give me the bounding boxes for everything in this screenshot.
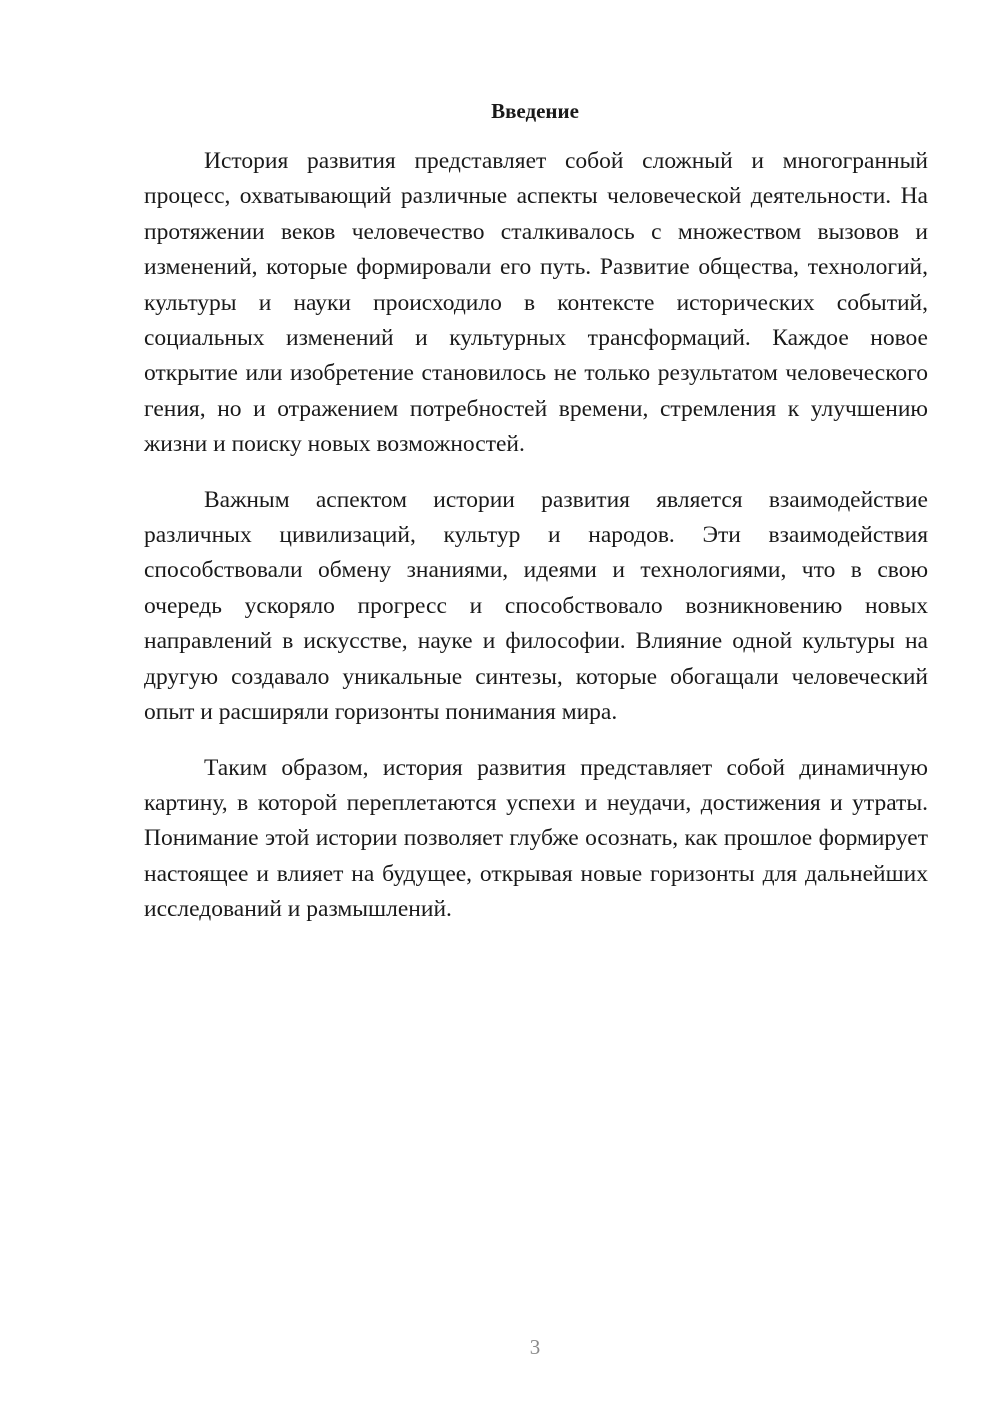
- paragraph-3: Таким образом, история развития представляет собой динамичную картину, в которой переплетаются успехи и неудачи, достижения и утраты. Понимание этой истории позволяет глубже осознать, как прошлое формирует настоящее и влияет на будущее, открывая новые горизонты для дальнейших исследований и размышлений.: [144, 754, 928, 923]
- paragraph-2: Важным аспектом истории развития является взаимодействие различных цивилизаций, культур и народов. Эти взаимодействия способствовали обмену знаниями, идеями и технологиями, что в свою очередь ускоряло прогресс и способствовало возникновению новых направлений в искусстве, науке и философии. Влияние одной культуры на другую создавало уникальные синтезы, которые обогащали человеческий опыт и расширяли горизонты понимания мира.: [144, 486, 928, 726]
- section-heading: Введение: [491, 99, 579, 123]
- body-text: [144, 144, 928, 948]
- page-number: 3: [529, 1335, 541, 1359]
- paragraph-1: История развития представляет собой сложный и многогранный процесс, охватывающий различные аспекты человеческой деятельности. На протяжении веков человечество сталкивалось с множеством вызовов и изменений, которые формировали его путь. Развитие общества, технологий, культуры и науки происходило в контексте исторических событий, социальных изменений и культурных трансформаций. Каждое новое открытие или изобретение становилось не только результатом человеческого гения, но и отражением потребностей времени, стремления к улучшению жизни и поиску новых возможностей.: [144, 148, 928, 458]
